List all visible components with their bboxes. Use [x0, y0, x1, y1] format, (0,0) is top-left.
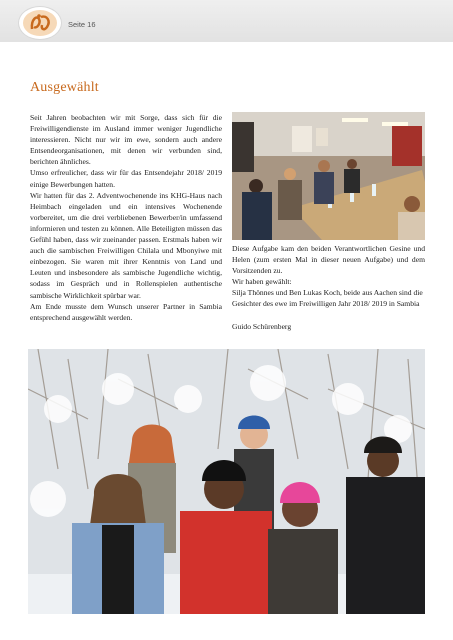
caption-intro: Diese Aufgabe kam den beiden Verantwortlichen Gesine und Helen (zum ersten Mal in dieser neuen Aufgabe) und dem Vorsitzenden zu.	[232, 244, 425, 276]
chosen-text: Silja Thönnes und Ben Lukas Koch, beide aus Aachen sind die Gesichter des ewe im Freiwilligen Jahr 2018/ 2019 in Sambia	[232, 288, 423, 309]
chosen-heading: Wir haben gewählt:	[232, 277, 292, 287]
paragraph: Seit Jahren beobachten wir mit Sorge, dass sich für die Freiwilligendienste im Ausland immer weniger Jugendliche interessieren. Nicht nur wir im ewe, sondern auch andere Entsendeorganisationen, mit denen wir verbunden sind, berichten ähnliches.	[30, 113, 222, 167]
article-title: Ausgewählt	[30, 80, 99, 95]
signature: Guido Schürenberg	[232, 321, 292, 331]
ewe-logo-icon	[18, 6, 62, 40]
paragraph: Wir hatten für das 2. Adventwochenende ins KHG-Haus nach Heimbach eingeladen und ein intensives Wochenende vorbereitet, um die drei verbliebenen Bewerber/in umfassend informieren und testen zu können. Alle Beteiligten müssen das Gefühl haben, dass wir zueinander passen. Erstmals haben wir auch die sambischen Freiwilligen Chilala und Mbonyiwe mit einbezogen. Sie waren mit ihrer Kenntnis von Land und Leuten und insbesondere als sambische Jugendliche wichtig, sodass im Gespräch und in Rollenspielen authentische sambische Wirklichkeit spürbar war.	[30, 190, 222, 300]
paragraph: Umso erfreulicher, dass wir für das Entsendejahr 2018/ 2019 einige Bewerbungen hatten.	[30, 168, 222, 189]
meeting-photo	[232, 112, 425, 240]
group-photo	[28, 349, 425, 614]
caption-block	[232, 243, 425, 332]
paragraph: Am Ende musste dem Wunsch unserer Partner in Sambia entsprechend ausgewählt werden.	[30, 301, 222, 322]
page-number: Seite 16	[68, 20, 96, 29]
article-body	[30, 112, 222, 323]
